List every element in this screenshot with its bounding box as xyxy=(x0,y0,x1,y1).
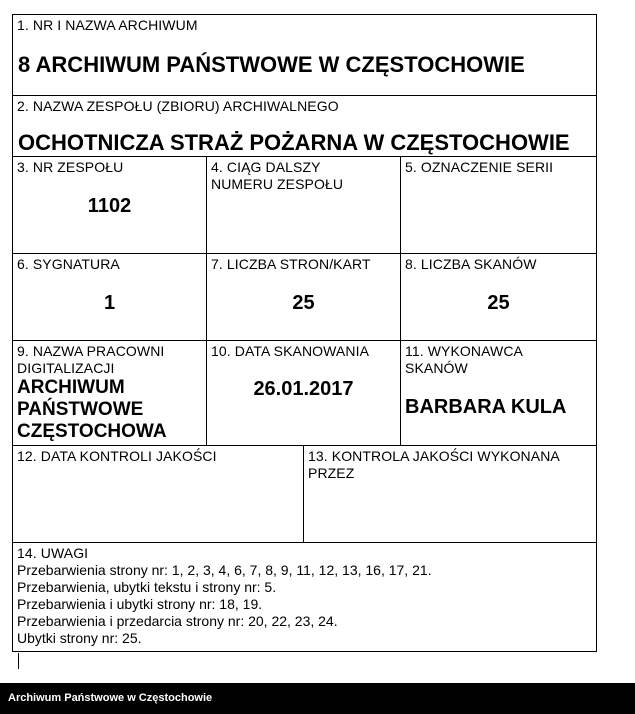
scan-date-value: 26.01.2017 xyxy=(253,378,354,400)
notes-label: 14. UWAGI xyxy=(17,545,89,561)
scans-count-value: 25 xyxy=(487,292,510,314)
notes-line: Przebarwienia, ubytki tekstu i strony nr: 5. xyxy=(17,579,277,595)
digitization-lab-label xyxy=(17,343,164,377)
qc-by-label-line2: PRZEZ xyxy=(308,465,355,481)
archive-label: 1. NR I NAZWA ARCHIWUM xyxy=(17,17,198,33)
fonds-number-value: 1102 xyxy=(87,195,132,217)
pages-count-cell xyxy=(206,253,401,341)
digitization-lab-label-line2: DIGITALIZACJI xyxy=(17,360,115,376)
fonds-label: 2. NAZWA ZESPOŁU (ZBIORU) ARCHIWALNEGO xyxy=(17,98,339,114)
scan-date-cell xyxy=(206,340,401,446)
fonds-continuation-label-line2: NUMERU ZESPOŁU xyxy=(211,176,344,192)
notes-cell xyxy=(12,542,597,652)
text-cursor xyxy=(18,653,19,669)
signature-label: 6. SYGNATURA xyxy=(17,256,120,272)
notes-line: Przebarwienia i ubytki strony nr: 18, 19. xyxy=(17,596,263,612)
pages-count-value: 25 xyxy=(292,292,315,314)
archive-cell xyxy=(12,14,597,96)
qc-by-label-line1: 13. KONTROLA JAKOŚCI WYKONANA xyxy=(308,448,560,464)
qc-date-cell xyxy=(12,445,304,543)
fonds-number-cell xyxy=(12,156,207,254)
archive-value: 8 ARCHIWUM PAŃSTWOWE W CZĘSTOCHOWIE xyxy=(18,52,525,77)
signature-value: 1 xyxy=(103,292,116,314)
digitization-lab-value-line1: ARCHIWUM xyxy=(17,377,125,398)
fonds-continuation-label-line1: 4. CIĄG DALSZY xyxy=(211,159,321,175)
signature-cell xyxy=(12,253,207,341)
digitization-lab-value-line2: PAŃSTWOWE xyxy=(17,399,144,420)
scans-count-label: 8. LICZBA SKANÓW xyxy=(405,256,537,272)
scans-count-cell xyxy=(400,253,597,341)
series-mark-cell xyxy=(400,156,597,254)
fonds-number-label: 3. NR ZESPOŁU xyxy=(17,159,124,175)
qc-date-label: 12. DATA KONTROLI JAKOŚCI xyxy=(17,448,217,464)
scanner-label-line2: SKANÓW xyxy=(405,360,468,376)
digitization-lab-cell xyxy=(12,340,207,446)
scanner-cell xyxy=(400,340,597,446)
digitization-lab-value-line3: CZĘSTOCHOWA xyxy=(17,421,167,442)
qc-by-cell xyxy=(303,445,597,543)
series-mark-label: 5. OZNACZENIE SERII xyxy=(405,159,554,175)
scanner-label xyxy=(405,343,523,377)
footer-text: Archiwum Państwowe w Częstochowie xyxy=(8,692,213,704)
fonds-value: OCHOTNICZA STRAŻ POŻARNA W CZĘSTOCHOWIE xyxy=(18,130,570,155)
notes-line: Przebarwienia strony nr: 1, 2, 3, 4, 6, 7, 8, 9, 11, 12, 13, 16, 17, 21. xyxy=(17,562,432,578)
digitization-lab-value xyxy=(17,377,167,443)
scanner-value: BARBARA KULA xyxy=(405,396,567,418)
footer-bar xyxy=(0,683,635,714)
pages-count-label: 7. LICZBA STRON/KART xyxy=(211,256,371,272)
digitization-lab-label-line1: 9. NAZWA PRACOWNI xyxy=(17,343,165,359)
fonds-continuation-label xyxy=(211,159,343,193)
fonds-cell xyxy=(12,95,597,157)
fonds-continuation-cell xyxy=(206,156,401,254)
qc-by-label xyxy=(308,448,560,482)
notes-line: Ubytki strony nr: 25. xyxy=(17,630,142,646)
scan-date-label: 10. DATA SKANOWANIA xyxy=(211,343,370,359)
scanner-label-line1: 11. WYKONAWCA xyxy=(405,343,523,359)
notes-line: Przebarwienia i przedarcia strony nr: 20, 22, 23, 24. xyxy=(17,613,338,629)
